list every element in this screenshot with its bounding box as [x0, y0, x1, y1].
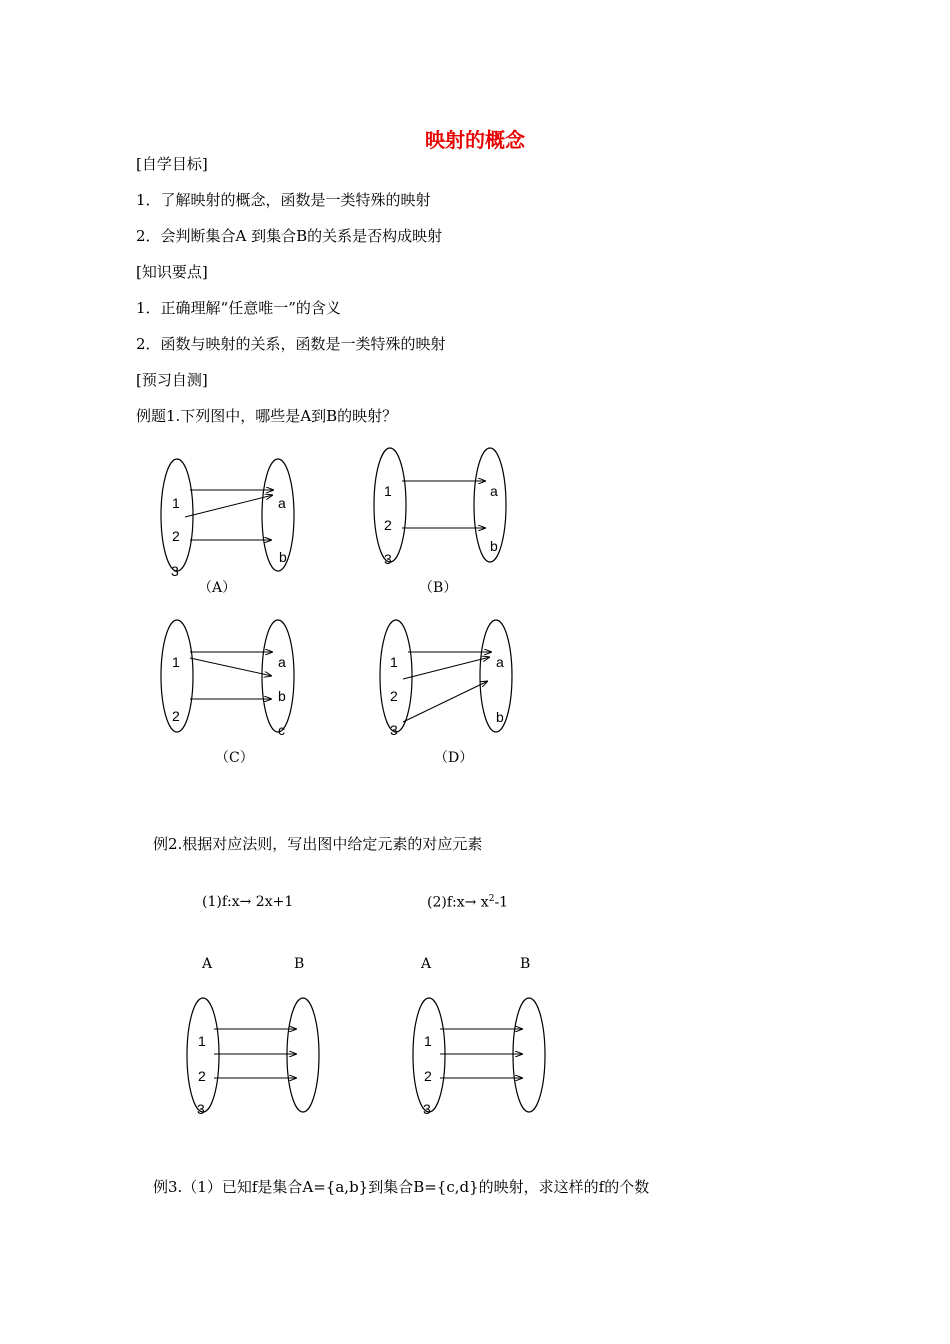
element-label: 1	[424, 1033, 432, 1049]
element-label: c	[278, 722, 285, 738]
element-label: 2	[390, 688, 398, 704]
example3-prompt: 例3.（1）已知f是集合A={a,b}到集合B={c,d}的映射，求这样的f的个数	[153, 1178, 650, 1196]
goal-1: 1．了解映射的概念，函数是一类特殊的映射	[136, 191, 431, 209]
point-2: 2．函数与映射的关系，函数是一类特殊的映射	[136, 335, 446, 353]
mapping-arrow	[403, 681, 488, 722]
set-b-label: B	[520, 956, 531, 972]
element-label: 1	[198, 1033, 206, 1049]
caption-a: （A）	[198, 580, 237, 596]
set-a-ellipse	[161, 459, 193, 571]
example1-prompt: 例题1.下列图中，哪些是A到B的映射？	[136, 407, 398, 425]
element-label: 3	[197, 1101, 205, 1117]
preview-header: [预习自测]	[136, 371, 208, 389]
element-label: 3	[384, 551, 392, 567]
element-label: 3	[423, 1101, 431, 1117]
set-b-label: B	[294, 956, 305, 972]
rule-2: (2)f:x→ $x^2-1$	[427, 894, 509, 911]
element-label: 2	[424, 1068, 432, 1084]
element-label: 1	[172, 495, 180, 511]
element-label: b	[278, 688, 286, 704]
set-b-ellipse	[262, 459, 294, 571]
goal-2: 2．会判断集合A 到集合B的关系是否构成映射	[136, 227, 443, 245]
set-a-ellipse	[374, 448, 406, 562]
element-label: a	[278, 495, 286, 511]
mapping-arrow	[185, 495, 273, 517]
element-label: 1	[384, 483, 392, 499]
element-label: b	[279, 549, 287, 565]
element-label: b	[490, 538, 498, 554]
point-1: 1．正确理解“任意唯一”的含义	[136, 299, 341, 317]
element-label: a	[496, 654, 504, 670]
element-label: 3	[171, 563, 179, 579]
element-label: 2	[198, 1068, 206, 1084]
element-label: 2	[172, 528, 180, 544]
set-b-ellipse	[513, 998, 545, 1112]
set-a-label: A	[202, 956, 213, 972]
element-label: 3	[390, 722, 398, 738]
mapping-arrow	[403, 657, 490, 679]
caption-d: （D）	[434, 750, 474, 766]
set-b-ellipse	[287, 998, 319, 1112]
example2-prompt: 例2.根据对应法则，写出图中给定元素的对应元素	[153, 835, 483, 853]
element-label: a	[278, 654, 286, 670]
set-a-ellipse	[380, 620, 412, 732]
page-title: 映射的概念	[425, 128, 525, 152]
element-label: a	[490, 483, 498, 499]
points-header: [知识要点]	[136, 263, 208, 281]
set-a-label: A	[421, 956, 432, 972]
set-b-ellipse	[262, 620, 294, 732]
goals-header: [自学目标]	[136, 155, 208, 173]
set-a-ellipse	[187, 998, 219, 1112]
element-label: b	[496, 709, 504, 725]
mapping-arrow	[190, 658, 272, 676]
element-label: 2	[172, 708, 180, 724]
element-label: 1	[390, 654, 398, 670]
caption-b: （B）	[419, 580, 458, 596]
element-label: 1	[172, 654, 180, 670]
set-a-ellipse	[413, 998, 445, 1112]
caption-c: （C）	[215, 750, 254, 766]
rule-1: (1)f:x→ 2x+1	[202, 894, 294, 910]
element-label: 2	[384, 517, 392, 533]
